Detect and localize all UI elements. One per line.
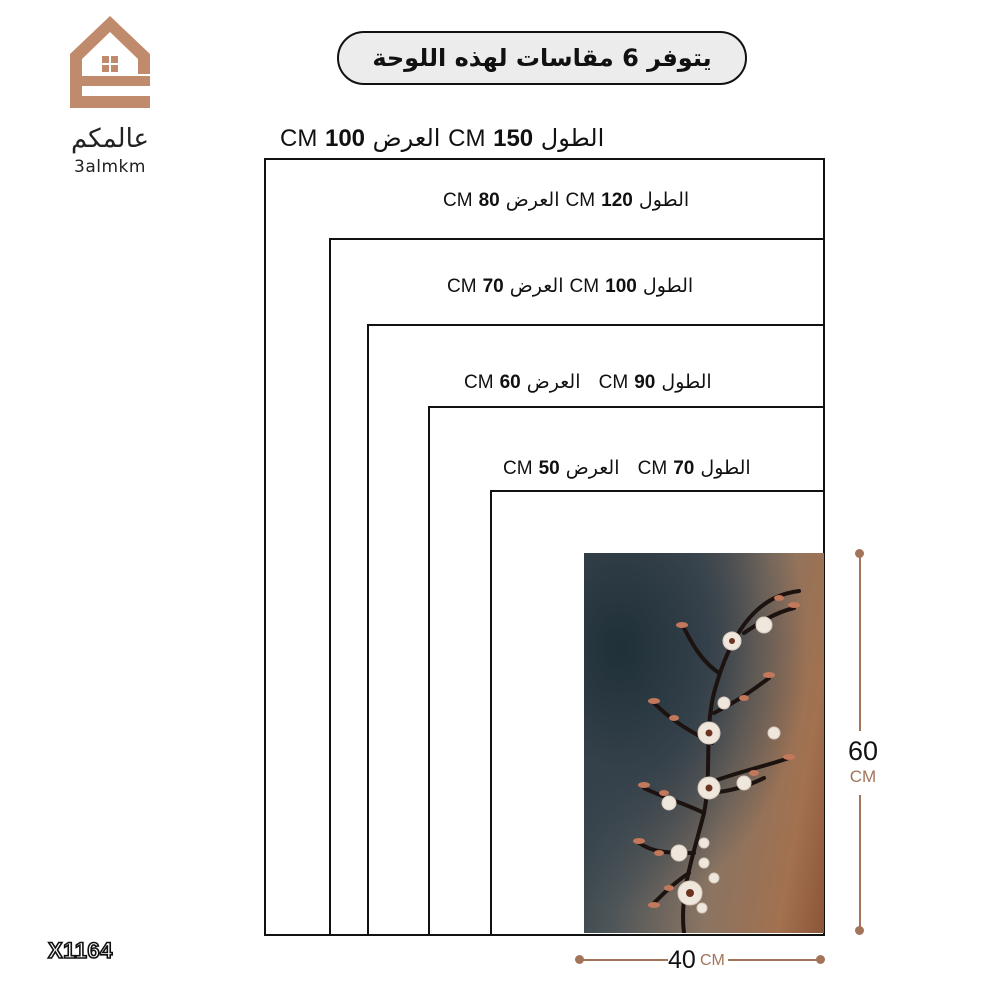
blossom-branch-artwork — [584, 553, 824, 933]
size-label-90x60 — [464, 371, 712, 394]
size-label-150x100 — [280, 124, 604, 153]
length-label: الطول — [700, 457, 751, 479]
product-code: X1164 — [48, 938, 113, 963]
width-label: العرض — [565, 457, 620, 479]
unit: CM — [464, 372, 494, 393]
unit: CM — [503, 458, 533, 479]
painting-preview — [584, 553, 824, 933]
width-label: العرض — [505, 189, 560, 211]
house-logo-icon — [68, 14, 152, 110]
size-label-100x70 — [447, 275, 693, 298]
length-label: الطول — [540, 124, 605, 152]
width-value: 40 — [668, 946, 696, 974]
length-label: الطول — [642, 275, 694, 297]
length-value: 90 — [634, 372, 656, 393]
width-value: 100 — [324, 125, 366, 152]
width-label: العرض — [372, 124, 441, 152]
unit: CM — [448, 125, 486, 152]
length-label: الطول — [661, 371, 712, 393]
brand-name-english: 3almkm — [74, 157, 146, 177]
banner-title: يتوفر 6 مقاسات لهذه اللوحة — [372, 44, 712, 72]
length-value: 70 — [673, 458, 695, 479]
height-dimension-line — [859, 553, 861, 731]
width-value: 60 — [499, 372, 521, 393]
height-unit: CM — [849, 767, 877, 786]
length-value: 100 — [605, 276, 637, 297]
width-dimension-line — [728, 959, 820, 961]
width-label: العرض — [526, 371, 581, 393]
dimension-endpoint-bottom — [855, 926, 864, 935]
width-dimension-line — [580, 959, 668, 961]
height-value: 60 — [847, 736, 879, 766]
unit: CM — [447, 276, 477, 297]
length-value: 150 — [493, 125, 534, 152]
height-dimension-line — [859, 795, 861, 931]
unit: CM — [569, 276, 600, 297]
width-value: 70 — [482, 276, 504, 297]
width-label: العرض — [509, 275, 564, 297]
size-label-70x50 — [503, 457, 751, 480]
unit: CM — [565, 190, 596, 211]
width-unit: CM — [700, 952, 725, 969]
sizes-available-banner — [337, 31, 747, 85]
width-value: 50 — [538, 458, 560, 479]
dimension-endpoint-right — [816, 955, 825, 964]
unit: CM — [598, 372, 629, 393]
length-label: الطول — [638, 189, 690, 211]
unit: CM — [280, 125, 318, 152]
brand-name-arabic: عالمكم — [70, 124, 150, 154]
length-value: 120 — [601, 190, 633, 211]
unit: CM — [637, 458, 668, 479]
unit: CM — [443, 190, 473, 211]
brand-logo — [60, 14, 160, 177]
size-label-120x80 — [443, 189, 689, 212]
width-value: 80 — [478, 190, 500, 211]
